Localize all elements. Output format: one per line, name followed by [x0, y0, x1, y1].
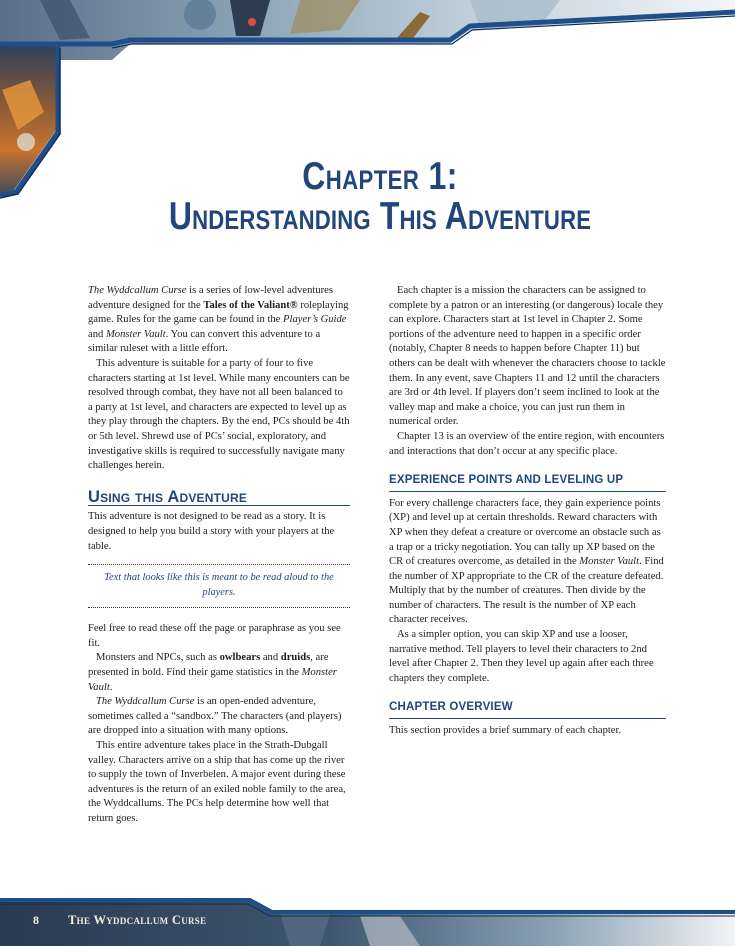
text-span: For every challenge characters face, they gain experience points (XP) and level up at certain thresholds. Reward characters with XP when they defeat a creature or overcome an obstacle such as a trap or a tricky negotiation. You can tally up XP based on the CR of creatures overcome, as detailed in the [389, 497, 661, 568]
text-span: . [109, 681, 113, 693]
players-guide-ref: Player’s Guide [283, 314, 347, 326]
chapters-paragraph: Each chapter is a mission the characters can be assigned to complete by a patron or an interesting (or dangerous) locale they can explore. Characters start at 1st level in Chapter 2. Some portions of the adventure need to happen in a specific order (notably, Chapter 8 needs to happen before Chapter 11) but others can be dealt with whenever the characters choose to tackle them. In any event, save Chapters 11 and 12 until the characters are 3rd or 4th level. If players don’t seem inclined to look at the valley map and make a choice, you can just run them in numerical order. [389, 285, 666, 428]
paraphrase-paragraph: Feel free to read these off the page or paraphrase as you see fit. [88, 623, 341, 649]
owlbears-bold: owlbears [219, 652, 261, 664]
chapter13-paragraph: Chapter 13 is an overview of the entire region, with encounters and interactions that don’t occur at any specific place. [389, 430, 665, 457]
story-paragraph: This adventure is not designed to be read as a story. It is designed to help you build a story with your players at the table. [88, 511, 335, 552]
spacer [389, 686, 666, 700]
chapter-title-line2: Understanding This Adventure [168, 195, 592, 238]
text-span: , are presented in bold. Find their game statistics in the [88, 652, 329, 679]
left-column [88, 284, 350, 827]
text-span: is a series of low-level adventures adventure designed for the [88, 285, 333, 311]
text-span: and [88, 328, 106, 340]
druids-bold: druids [280, 652, 311, 664]
text-span: is an open-ended adventure, sometimes called a “sandbox.” The characters (and players) are dropped into a situation with many options. [88, 696, 342, 737]
spacer [389, 459, 666, 473]
party-paragraph: This adventure is suitable for a party of four to five characters starting at 1st level. While many encounters can be resolved through combat, they have not all been balanced to a party at 1st level, and characters are expected to level up as they play through the chapters. By the end, PCs should be 4th or 5th level. Shrewd use of PCs’ social, exploratory, and investigative skills is required to successfully navigate many challenges herein. [88, 357, 350, 472]
heading-experience-points: EXPERIENCE POINTS AND LEVELING UP [389, 473, 666, 492]
heading-chapter-overview: CHAPTER OVERVIEW [389, 700, 666, 719]
monster-vault-ref: Monster Vault [579, 556, 640, 568]
intro-paragraph [88, 284, 350, 357]
setting-paragraph: This entire adventure takes place in the Strath-Dubgall valley. Characters arrive on a ship that has come up the river to supply the town of Inverbelen. A major event during these adventures is the return of an exiled noble family to the area, the Wyddcallums. The PCs help determine how well that return goes. [88, 740, 346, 824]
sandbox-paragraph [88, 695, 350, 739]
text-span: . You can convert this adventure to a similar ruleset with a little effort. [88, 328, 321, 355]
xp-paragraph [389, 497, 666, 628]
running-title: The Wyddcallum Curse [68, 913, 207, 927]
game-name: Tales of the Valiant® [203, 299, 298, 311]
page-number: 8 [33, 913, 40, 927]
right-column [389, 284, 666, 739]
monster-vault-ref: Monster Vault [88, 667, 337, 693]
monster-vault-ref: Monster Vault [105, 328, 166, 340]
text-span: and [260, 652, 281, 664]
book-title-ref: The Wyddcallum Curse [96, 696, 195, 708]
section-heading-using: Using this Adventure [88, 490, 350, 507]
text-span: roleplaying game. Rules for the game can be found in the [88, 299, 349, 326]
monsters-paragraph [88, 651, 350, 695]
milestone-paragraph: As a simpler option, you can skip XP and use a looser, narrative method. Tell players to level their characters to 2nd level after Chapter 2. Then they level up again after each three chapters they complete. [389, 629, 654, 684]
overview-paragraph: This section provides a brief summary of each chapter. [389, 725, 622, 737]
chapter-title [90, 157, 670, 237]
text-span: Monsters and NPCs, such as [96, 652, 220, 664]
chapter-title-line1: Chapter 1: [302, 155, 458, 198]
book-title-ref: The Wyddcallum Curse [88, 285, 187, 296]
text-span: . Find the number of XP appropriate to the CR of the creature defeated. Multiply that by the number of creatures. Then divide by the number of characters. The result is the number of XP each character receives. [389, 556, 664, 626]
read-aloud-box: Text that looks like this is meant to be read aloud to the players. [88, 564, 350, 608]
